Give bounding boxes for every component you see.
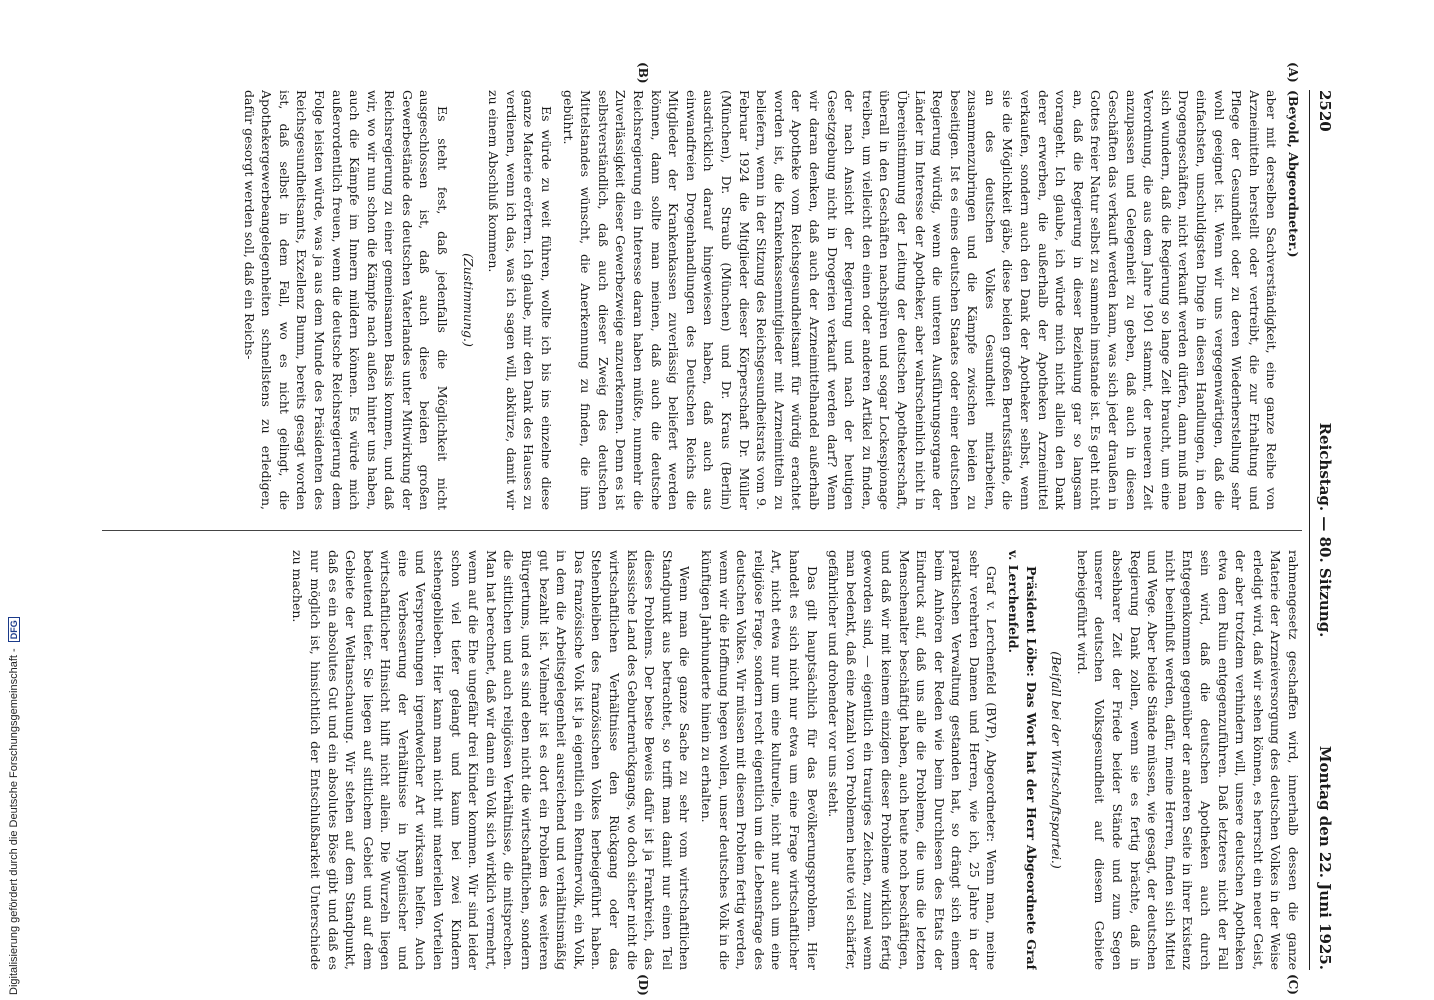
speaker-line: (Beyold, Abgeordneter.) xyxy=(1286,90,1301,258)
page-number: 2520 xyxy=(1316,90,1334,132)
column-divider xyxy=(102,530,1302,531)
paragraph: Graf v. Lerchenfeld (BVP), Abgeordneter: Wenn man, meine sehr verehrten Damen und Herren, wie ich, 25 Jahre in der praktischen Verwaltung gestanden hat, so drängt sich einem beim Anhören der Reden wie beim Durchlesen des Etats der Eindruck auf, daß uns alle die Probleme, die uns die letzten Menschenalter beschäftigt haben, auch heute noch beschäftigen, und daß wir mit keinem einzigen dieser Probleme wirklich fertig geworden sind, — eigentlich ein trauriges Zeichen, zumal wenn man bedenkt, daß eine Anzahl von Problemen heute viel schärfer, gefährlicher und drohender vor uns steht. xyxy=(826,550,1000,970)
paragraph: rahmengesetz geschaffen wird, innerhalb dessen die ganze Materie der Arzneiversorgung des deutschen Volkes in der Weise erledigt wird, daß wir sehen können, es herrscht ein neuer Geist, der aber trotzdem verhindern will, unsere deutschen Apotheken etwa dem Ruin entgegenzuführen. Daß letzteres nicht der Fall sein wird, daß die deutschen Apotheken auch durch Entgegenkommen gegenüber der anderen Seite in ihrer Existenz nicht beeinflußt werden, dafür, meine Herren, finden sich Mittel und Wege. Aber beide Stände müssen, wie gesagt, der deutschen Regierung Dank zollen, wenn sie es fertig brächte, daß in absehbarer Zeit der Friede beider Stände und zum Segen unserer deutschen Volksgesundheit auf diesem Gebiete herbeigeführt wird. xyxy=(1074,550,1301,970)
digitization-footer xyxy=(0,0,30,1000)
margin-marker-a: (A) xyxy=(1286,62,1300,83)
paragraph: Es würde zu weit führen, wollte ich bis ins einzelne diese ganze Materie erörtern. Ich glaube, mir den Dank des Hauses zu verdienen, wenn ich das, was ich sagen will, abkürze, damit wir zu einem Abschluß kommen. xyxy=(486,90,555,510)
dfg-logo: DFG xyxy=(8,617,20,642)
applause-note: (Beifall bei der Wirtschaftspartei.) xyxy=(1049,651,1065,869)
left-column xyxy=(102,90,1302,510)
header-rule xyxy=(1309,90,1310,970)
margin-marker-c: (C) xyxy=(1286,974,1300,995)
paragraph: aber mit derselben Sachverständigkeit, eine ganze Reihe von Arzneimitteln herstellt oder vertreibt, die zur Erhaltung und Pflege der Gesundheit oder zu deren Wiederherstellung sehr wohl geeignet ist. Wenn wir uns vergegenwärtigen, daß die einfachsten, unschuldigsten Dinge in diesen Handlungen, in den Drogengeschäften, nicht verkauft werden dürfen, dann muß man sich wundern, daß die Regierung so lange Zeit braucht, um eine Verordnung, die aus dem Jahre 1901 stammt, der neueren Zeit anzupassen und Gelegenheit zu geben, daß auch in diesen Geschäften das verkauft werden kann, was sich jeder draußen in Gottes freier Natur selbst zu sammeln imstande ist. Es geht nicht an, daß die Regierung in dieser Beziehung gar so langsam vorangeht. Ich glaube, ich würde mich nicht allein den Dank derer erwerben, die außerhalb der Apotheken Arzneimittel verkaufen, sondern auch den Dank der Apotheker selbst, wenn sie die Möglichkeit gäbe, diese beiden großen Berufsstände, die an des deutschen Volkes Gesundheit mitarbeiten, zusammenzubringen und die Kämpfe zwischen beiden zu beseitigen. Ist es eines deutschen Staates oder einer deutschen Regierung würdig, wenn die unteren Ausführungsorgane der Länder im Interesse der Apotheker, aber wahrscheinlich nicht in Übereinstimmung der Leitung der deutschen Apothekerschaft, überall in den Geschäften nachspüren und sogar Lockespionage treiben, um vielleicht den einen oder anderen Artikel zu finden, der nach Ansicht der Regierung und nach der heutigen Gesetzgebung nicht in Drogerien verkauft werden darf? Wenn wir daran denken, daß auch der Arzneimittelhandel außerhalb der Apotheke vom Reichsgesundheitsamt für würdig erachtet worden ist, die Krankenkassenmitglieder mit Arzneimitteln zu beliefern, wenn in der Sitzung des Reichsgesundheitsrats vom 9. Februar 1924 die Mitglieder dieser Körperschaft Dr. Müller (München), Dr. Straub (München) und Dr. Kraus (Berlin) ausdrücklich darauf hingewiesen haben, daß auch aus einwandfreien Drogenhandlungen des Deutschen Reichs die Mitglieder der Krankenkassen zuverlässig beliefert werden können, dann sollte man meinen, daß auch die deutsche Reichsregierung ein Interesse daran haben müßte, nunmehr die Zuverlässigkeit dieser Gewerbezweige anzuerkennen. Denn es ist selbstverständlich, daß auch dieser Zweig des deutschen Mittelstandes wünscht, die Anerkennung zu finden, die ihm gebührt. xyxy=(560,90,1280,510)
paragraph: Wenn man die ganze Sache zu sehr vom wirtschaftlichen Standpunkt aus betrachtet, so trifft man damit nur einen Teil dieses Problems. Der beste Beweis dafür ist ja Frankreich, das klassische Land des Geburtenrückgangs, wo doch sicher nicht die wirtschaftlichen Verhältnisse den Rückgang oder das Stehenbleiben des französischen Volkes herbeigeführt haben. Das französische Volk ist ja eigentlich ein Rentnervolk, ein Volk, in dem die Arbeitsgelegenheit ausreichend und verhältnismäßig gut bezahlt ist. Vielmehr ist es dort ein Problem des weiteren Bürgertums, und es sind eben nicht die wirtschaftlichen, sondern die sittlichen und auch religiösen Verhältnisse, die mitsprechen. Man hat berechnet, daß wir dann ein Volk sich wirklich vermehrt, wenn auf die Ehe ungefähr drei Kinder kommen. Wir sind leider schon viel tiefer gelangt und kaum bei zwei Kindern stehengeblieben. Hier kann man nicht mit materiellen Vorteilen und Versprechungen irgendwelcher Art wirksam helfen. Auch eine Verbesserung der Verhältnisse in hygienischer und wirtschaftlicher Hinsicht hilft nicht allein. Die Wurzeln liegen bedeutend tiefer. Sie liegen auf sittlichem Gebiet und auf dem Gebiete der Weltanschauung. Wir stehen auf dem Standpunkt, daß es ein absolutes Gut und ein absolutes Böse gibt und daß es nur möglich ist, hinsichtlich der Entschlußbarkeit Unterschiede zu machen. xyxy=(290,550,693,970)
right-column xyxy=(102,550,1302,970)
margin-marker-d: (D) xyxy=(636,974,650,996)
margin-marker-b: (B) xyxy=(636,62,650,84)
paragraph: Das gilt hauptsächlich für das Bevölkerungsproblem. Hier handelt es sich nicht nur etwa um eine Frage wirtschaftlicher Art, nicht etwa nur um eine kulturelle, nicht nur auch um eine religiöse Frage, sondern recht eigentlich um die Lebensfrage des deutschen Volkes. Wir müssen mit diesem Problem fertig werden, wenn wir die Hoffnung hegen wollen, unser deutsches Volk in die künftigen Jahrhunderte hinein zu erhalten. xyxy=(699,550,820,970)
page-title: Reichstag. — 80. Sitzung. xyxy=(1316,422,1334,638)
paragraph: Es steht fest, daß jedenfalls die Möglichkeit nicht ausgeschlossen ist, daß auch diese beiden großen Gewerbestände des deutschen Vaterlandes unter Mitwirkung der Reichsregierung zu einer gemeinsamen Basis kommen, und daß wir, wo wir nun schon die Kämpfe nach außen hinter uns haben, auch die Kämpfe im Innern mildern können. Es würde mich außerordentlich freuen, wenn die deutsche Reichsregierung dem Folge leisten würde, was ja aus dem Munde des Präsidenten des Reichsgesundheitsamts, Exzellenz Bumm, bereits gesagt worden ist, daß selbst in dem Fall, wo es nicht gelingt, die Apothekergewerbeangelegenheiten schnellstens zu erledigen, dafür gesorgt werden soll, daß ein Reichs- xyxy=(241,90,451,510)
footer-credit xyxy=(8,395,20,995)
rotated-page xyxy=(90,62,1340,996)
page-header xyxy=(1310,90,1340,970)
page-date: Montag den 22. Juni 1925. xyxy=(1316,745,1334,970)
applause-note: (Zustimmung.) xyxy=(460,253,476,347)
president-line: Präsident Löbe: Das Wort hat der Herr Abgeordnete Graf v. Lerchenfeld. xyxy=(1006,550,1039,970)
footer-text: Digitalisierung gefördert durch die Deutsche Forschungsgemeinschaft - xyxy=(8,648,20,995)
